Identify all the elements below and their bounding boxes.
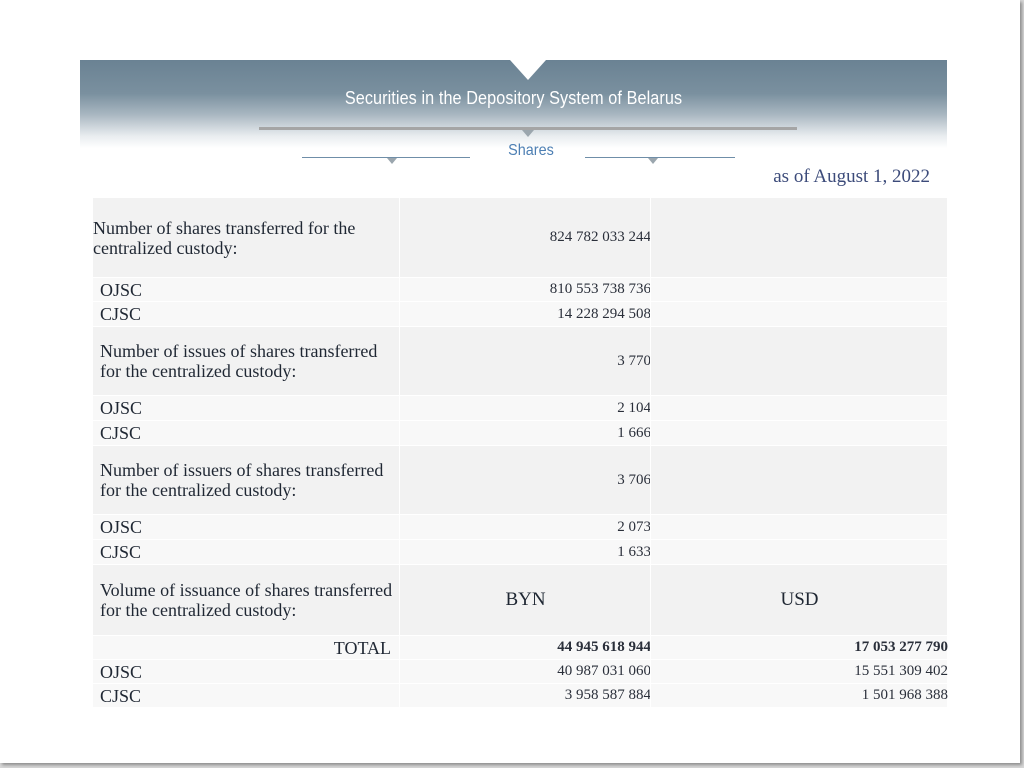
table-row [93, 396, 947, 421]
row-usd [650, 446, 948, 514]
table-row [93, 660, 947, 684]
table-row [93, 302, 947, 327]
table-row [93, 540, 947, 565]
row-usd [650, 278, 948, 301]
row-label: CJSC [100, 685, 142, 706]
row-usd [650, 327, 948, 395]
table-row [93, 421, 947, 446]
underline-marker-icon [522, 130, 534, 137]
row-label: CJSC [100, 304, 142, 324]
table-row-total [93, 636, 947, 660]
row-usd [650, 302, 948, 326]
table-row [93, 198, 947, 278]
row-usd [650, 515, 948, 539]
row-label: CJSC [100, 542, 142, 562]
row-value: 3 958 587 884 [399, 684, 651, 707]
row-label: CJSC [100, 423, 142, 443]
row-usd [650, 421, 948, 445]
table-row [93, 565, 947, 636]
row-usd [650, 198, 948, 277]
row-value: 2 104 [399, 396, 651, 420]
table-row [93, 446, 947, 515]
row-value: 824 782 033 244 [399, 198, 651, 277]
page-title: Securities in the Depository System of Belarus [344, 88, 683, 108]
shares-table [93, 198, 947, 708]
subtitle-rule-right [585, 157, 735, 158]
row-label: Number of issuers of shares transferred for the centralized custody: [100, 460, 384, 500]
row-usd [650, 396, 948, 420]
currency-header-byn: BYN [399, 565, 651, 635]
row-usd: 17 053 277 790 [650, 636, 948, 659]
row-label: Number of shares transferred for the centralized custody: [93, 217, 356, 258]
table-row [93, 515, 947, 540]
row-label: Volume of issuance of shares transferred for the centralized custody: [100, 580, 393, 620]
row-value: 2 073 [399, 515, 651, 539]
row-label: TOTAL [333, 637, 391, 658]
row-value: 810 553 738 736 [399, 278, 651, 301]
row-label: OJSC [100, 517, 143, 537]
row-value: 3 706 [399, 446, 651, 514]
row-usd: 1 501 968 388 [650, 684, 948, 707]
row-value: 3 770 [399, 327, 651, 395]
report-date: as of August 1, 2022 [773, 166, 930, 187]
row-label: OJSC [100, 398, 143, 418]
rule-left-marker-icon [387, 158, 397, 164]
rule-right-marker-icon [648, 158, 658, 164]
table-row [93, 684, 947, 708]
row-usd [650, 540, 948, 564]
row-value: 14 228 294 508 [399, 302, 651, 326]
row-label: Number of issues of shares transferred for the centralized custody: [100, 341, 378, 381]
row-value: 1 666 [399, 421, 651, 445]
table-row [93, 327, 947, 396]
subtitle-rule-left [302, 157, 470, 158]
banner-notch [510, 60, 546, 80]
section-subtitle: Shares [508, 142, 554, 159]
row-value: 1 633 [399, 540, 651, 564]
row-usd: 15 551 309 402 [650, 660, 948, 683]
row-label: OJSC [100, 279, 143, 300]
row-label: OJSC [100, 661, 143, 682]
currency-header-usd: USD [650, 565, 948, 635]
row-value: 44 945 618 944 [399, 636, 651, 659]
row-value: 40 987 031 060 [399, 660, 651, 683]
table-row [93, 278, 947, 302]
